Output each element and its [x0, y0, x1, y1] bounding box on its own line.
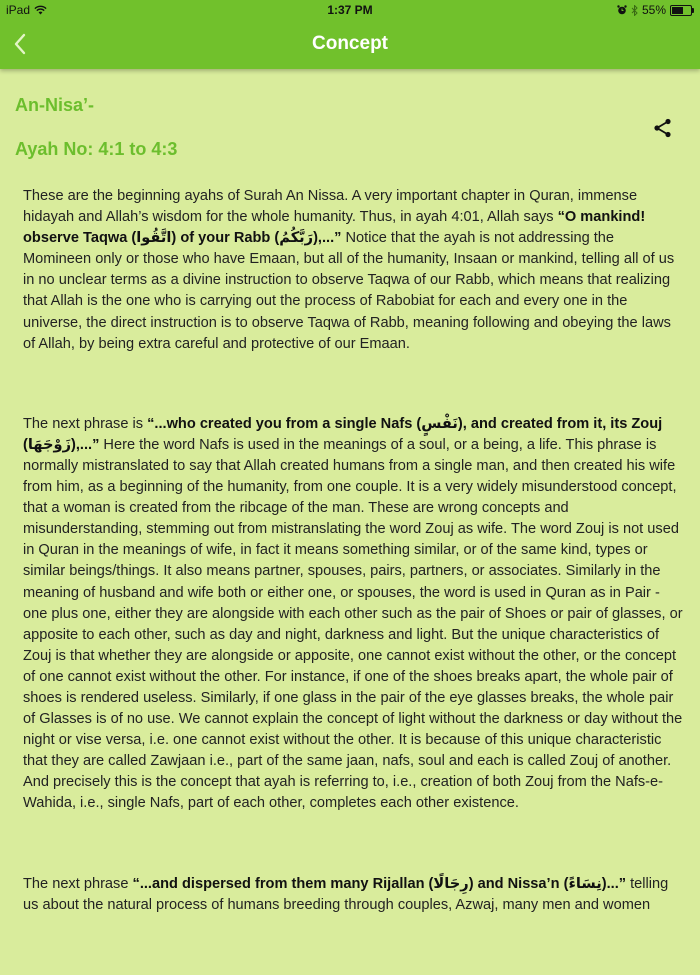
page-title: Concept	[312, 33, 388, 54]
share-button[interactable]	[652, 117, 674, 139]
quoted-ayah: “...who created you from a single Nafs (نَفْسٍ), and created from it, its Zouj (زَوْجَهَا),...”	[23, 415, 663, 453]
share-icon	[652, 117, 674, 139]
battery-icon	[670, 5, 692, 16]
quoted-ayah: “O mankind! observe Taqwa (اتَّقُوا) of your Rabb (رَبَّكُمُ),...”	[23, 209, 646, 247]
paragraph	[23, 414, 683, 815]
bluetooth-icon	[631, 5, 638, 16]
device-label: iPad	[6, 3, 31, 17]
status-time: 1:37 PM	[327, 3, 373, 17]
text-segment: The next phrase is	[23, 415, 148, 432]
paragraph	[23, 186, 683, 355]
battery-percent: 55%	[641, 3, 666, 17]
status-right	[617, 3, 692, 17]
text-segment: These are the beginning ayahs of Surah An Nissa. A very important chapter in Quran, immense hidayah and Allah’s wisdom for the whole humanity. Thus, in ayah 4:01, Allah says	[23, 188, 638, 226]
ayah-range: Ayah No: 4:1 to 4:3	[15, 139, 178, 159]
text-segment: telling us about the natural process of humans breeding through couples, Azwaj, many men and women	[23, 875, 669, 913]
alarm-icon	[617, 5, 627, 15]
text-segment: Notice that the ayah is not addressing the Momineen only or those who have Emaan, but all of the humanity, Insaan or mankind, telling all of us in no unclear terms as a divine instruction to observe Taqwa of our Rabb, which means that realizing that Allah is the one who is carrying out the process of Rabobiat for each and every one in the universe, the direct instruction is to observe Taqwa of Rabb, meaning following and obeying the laws of Allah, by being extra careful and protective of our Emaan.	[23, 230, 675, 352]
text-segment: Here the word Nafs is used in the meanings of a soul, or a being, a life. This phrase is normally mistranslated to say that Allah created humans from a single man, and then created his wife from him, as a beginning of the humanity, from one couple. It is a very widely misunderstood concept, that a woman is created from the ribcage of the man. These are wrong concepts and misunderstanding, stemming out from mistranslating the word Zouj as wife. The word Zouj is not used in Quran in the meanings of wife, in fact it means something similar, or of the same kind, types or similar beings/things. It also means partner, spouses, pairs, partners, or associates. Similarly in the meaning of husband and wife both or either one, or spouses, the word is used in Quran as in Pair - one plus one, either they are alongside with each other such as the pair of Shoes or pair of glasses, or apposite to each other, such as day and night, darkness and light. But the unique characteristics of Zouj is that whether they are alongside or apposite, one cannot exist without the other, or the concept of one cannot exist without the other. For instance, if one of the shoes breaks apart, the whole pair of shoes is rendered useless. Similarly, if one glass in the pair of the eye glasses breaks, the whole pair of Glasses is of no use. We cannot explain the concept of light without the darkness or day without the night or vise versa, i.e. one cannot exist without the other. It is because of this unique characteristic that they are called Zawjaan i.e., part of the same jaan, nafs, soul and each is called Zouj of another. And precisely this is the concept that ayah is referring to, i.e., creation of both Zouj from the Nafs-e-Wahida, i.e., single Nafs, part of each other, completes each other existence.	[23, 436, 683, 812]
nav-bar	[0, 20, 700, 69]
concept-body	[23, 186, 683, 975]
surah-name: An-Nisa’-	[15, 95, 95, 115]
status-bar	[0, 0, 700, 20]
quoted-ayah: “...and dispersed from them many Rijallan (رِجَالًا) and Nissa’n (نِسَاءً)...”	[132, 875, 627, 892]
top-bar	[0, 0, 700, 69]
paragraph	[23, 874, 683, 916]
text-segment: The next phrase	[23, 875, 133, 892]
